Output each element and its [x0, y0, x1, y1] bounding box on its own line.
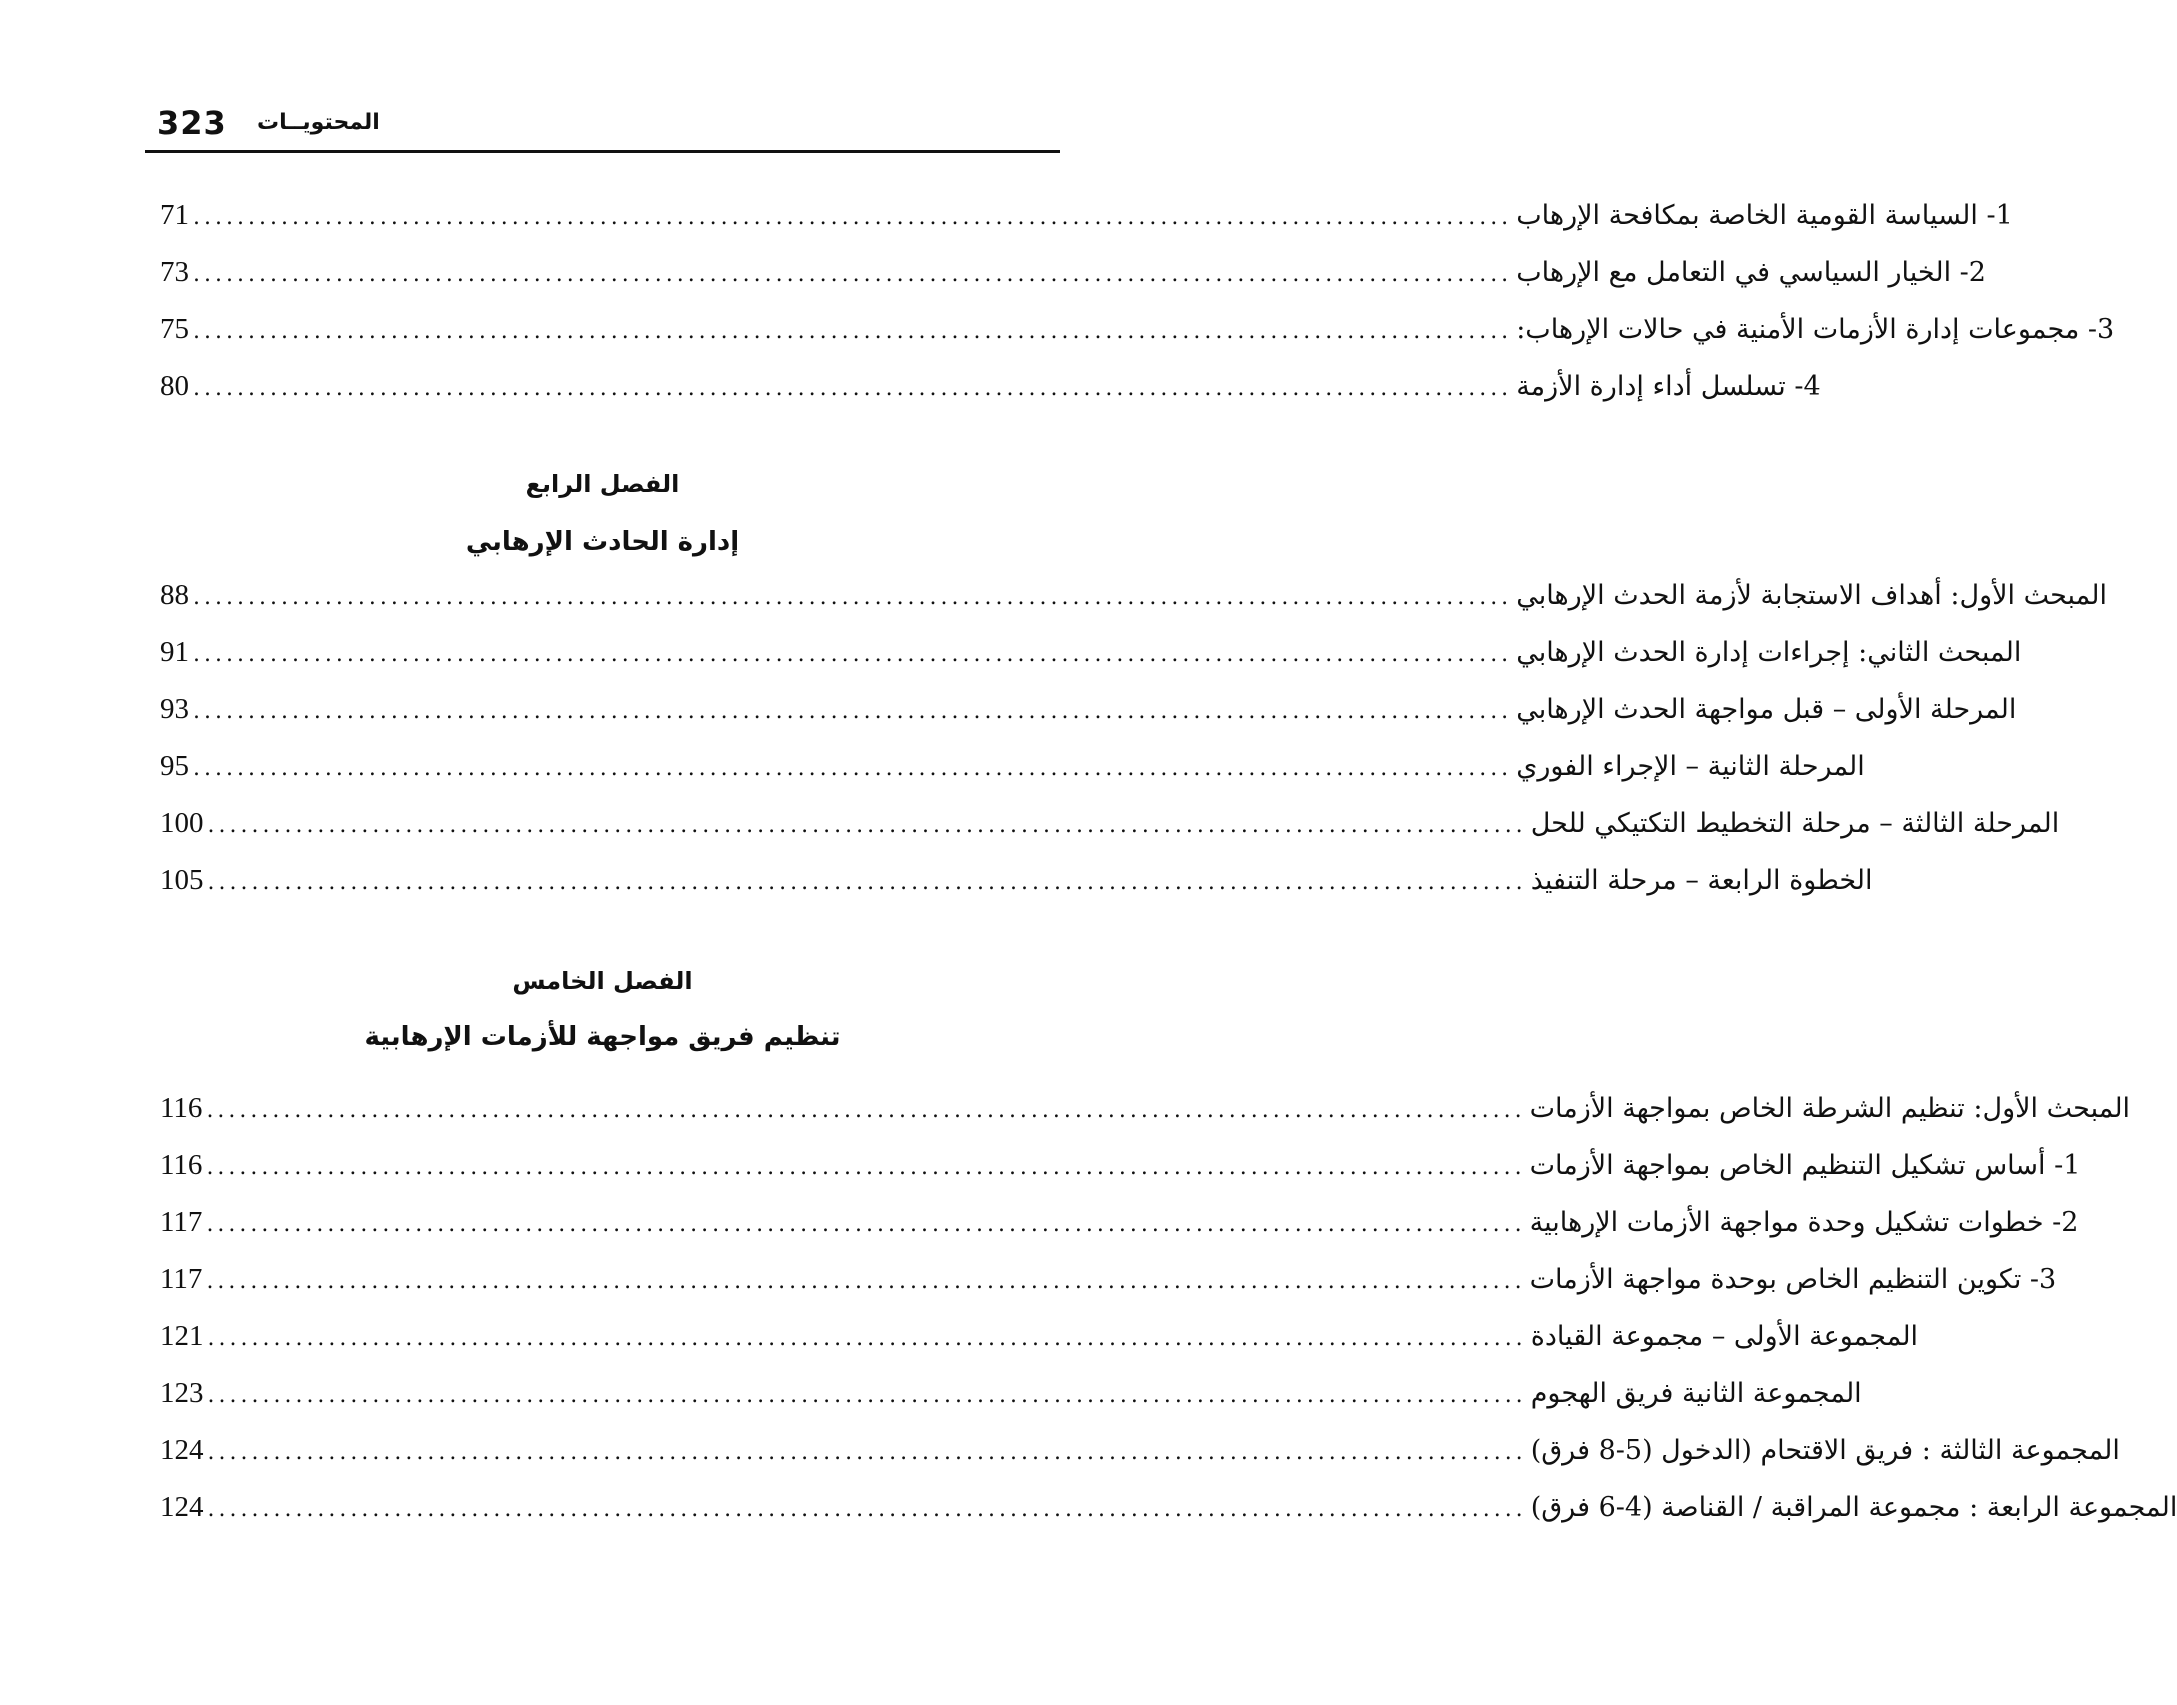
toc-entry-text: 1- السياسة القومية الخاصة بمكافحة الإرهاب	[1516, 200, 2013, 231]
dot-leader: ........................................................................................................................	[193, 642, 1513, 667]
toc-page-number: 80	[160, 370, 189, 402]
dot-leader: ........................................................................................................................	[207, 1440, 1527, 1465]
toc-entry[interactable]	[160, 686, 2017, 732]
toc-page-number: 117	[160, 1206, 203, 1238]
toc-entry[interactable]	[160, 306, 2115, 352]
toc-entry-text: المبحث الأول: تنظيم الشرطة الخاص بمواجهة الأزمات	[1529, 1093, 2131, 1124]
toc-page-number: 91	[160, 636, 189, 668]
dot-leader: ........................................................................................................................	[206, 1212, 1526, 1237]
toc-entry[interactable]	[160, 1427, 2120, 1473]
toc-entry[interactable]	[160, 192, 2013, 238]
toc-entry[interactable]	[160, 743, 1865, 789]
toc-entry[interactable]	[160, 1313, 1919, 1359]
dot-leader: ........................................................................................................................	[207, 1326, 1527, 1351]
dot-leader: ........................................................................................................................	[193, 205, 1513, 230]
toc-entry[interactable]	[160, 1142, 2081, 1188]
toc-entry[interactable]	[160, 857, 1873, 903]
toc-page-number: 93	[160, 693, 189, 725]
toc-page-number: 117	[160, 1263, 203, 1295]
toc-page-number: 95	[160, 750, 189, 782]
toc-page-number: 116	[160, 1092, 203, 1124]
toc-page-number: 116	[160, 1149, 203, 1181]
dot-leader: ........................................................................................................................	[193, 699, 1513, 724]
toc-entry[interactable]	[160, 363, 1821, 409]
toc-entry-text: 3- تكوين التنظيم الخاص بوحدة مواجهة الأزمات	[1529, 1264, 2057, 1295]
dot-leader: ........................................................................................................................	[193, 262, 1513, 287]
toc-entry-text: 2- الخيار السياسي في التعامل مع الإرهاب	[1516, 257, 1986, 288]
dot-leader: ........................................................................................................................	[207, 870, 1527, 895]
toc-entry-text: المرحلة الأولى – قبل مواجهة الحدث الإرهابي	[1516, 694, 2017, 725]
toc-entry[interactable]	[160, 572, 2108, 618]
chapter-label: الفصل الرابع	[525, 470, 680, 498]
dot-leader: ........................................................................................................................	[207, 1383, 1527, 1408]
toc-entry-text: 2- خطوات تشكيل وحدة مواجهة الأزمات الإرهابية	[1529, 1207, 2079, 1238]
toc-entry-text: المرحلة الثانية – الإجراء الفوري	[1516, 751, 1865, 782]
toc-entry-text: المجموعة الرابعة : مجموعة المراقبة / القناصة (4-6 فرق)	[1530, 1492, 2177, 1523]
chapter-label: الفصل الخامس	[512, 967, 693, 995]
dot-leader: ........................................................................................................................	[193, 585, 1513, 610]
toc-entry[interactable]	[160, 1256, 2057, 1302]
toc-entry-text: المبحث الثاني: إجراءات إدارة الحدث الإرهابي	[1516, 637, 2022, 668]
running-title: المحتويــات	[257, 110, 380, 135]
toc-page-number: 121	[160, 1320, 204, 1352]
dot-leader: ........................................................................................................................	[207, 1497, 1527, 1522]
toc-entry[interactable]	[160, 1085, 2131, 1131]
dot-leader: ........................................................................................................................	[193, 319, 1513, 344]
toc-page-number: 124	[160, 1434, 204, 1466]
toc-page-number: 124	[160, 1491, 204, 1523]
toc-entry-text: المبحث الأول: أهداف الاستجابة لأزمة الحدث الإرهابي	[1516, 580, 2108, 611]
toc-entry[interactable]	[160, 800, 2060, 846]
toc-entry-text: الخطوة الرابعة – مرحلة التنفيذ	[1530, 865, 1873, 896]
page-number: 323	[157, 104, 227, 142]
toc-entry[interactable]	[160, 1484, 2177, 1530]
toc-entry[interactable]	[160, 1199, 2079, 1245]
toc-page-number: 75	[160, 313, 189, 345]
toc-entry[interactable]	[160, 1370, 1862, 1416]
toc-entry-text: 4- تسلسل أداء إدارة الأزمة	[1516, 371, 1821, 402]
toc-entry-text: المجموعة الثالثة : فريق الاقتحام (الدخول (5-8 فرق)	[1530, 1435, 2120, 1466]
toc-page-number: 71	[160, 199, 189, 231]
toc-entry[interactable]	[160, 629, 2022, 675]
dot-leader: ........................................................................................................................	[206, 1098, 1526, 1123]
toc-entry-text: 1- أساس تشكيل التنظيم الخاص بمواجهة الأزمات	[1529, 1150, 2081, 1181]
toc-page-number: 123	[160, 1377, 204, 1409]
toc-page-number: 100	[160, 807, 204, 839]
toc-entry-text: المجموعة الأولى – مجموعة القيادة	[1530, 1321, 1919, 1352]
dot-leader: ........................................................................................................................	[193, 376, 1513, 401]
toc-entry-text: المجموعة الثانية فريق الهجوم	[1530, 1378, 1862, 1409]
toc-entry-text: المرحلة الثالثة – مرحلة التخطيط التكتيكي للحل	[1530, 808, 2060, 839]
toc-page-number: 73	[160, 256, 189, 288]
chapter-title: تنظيم فريق مواجهة للأزمات الإرهابية	[364, 1022, 841, 1052]
dot-leader: ........................................................................................................................	[206, 1155, 1526, 1180]
page-header	[145, 100, 1060, 153]
toc-entry[interactable]	[160, 249, 1986, 295]
dot-leader: ........................................................................................................................	[206, 1269, 1526, 1294]
toc-entry-text: 3- مجموعات إدارة الأزمات الأمنية في حالات الإرهاب:	[1516, 314, 2115, 345]
dot-leader: ........................................................................................................................	[193, 756, 1513, 781]
toc-page-number: 105	[160, 864, 204, 896]
dot-leader: ........................................................................................................................	[207, 813, 1527, 838]
chapter-title: إدارة الحادث الإرهابي	[465, 527, 740, 557]
toc-page-number: 88	[160, 579, 189, 611]
